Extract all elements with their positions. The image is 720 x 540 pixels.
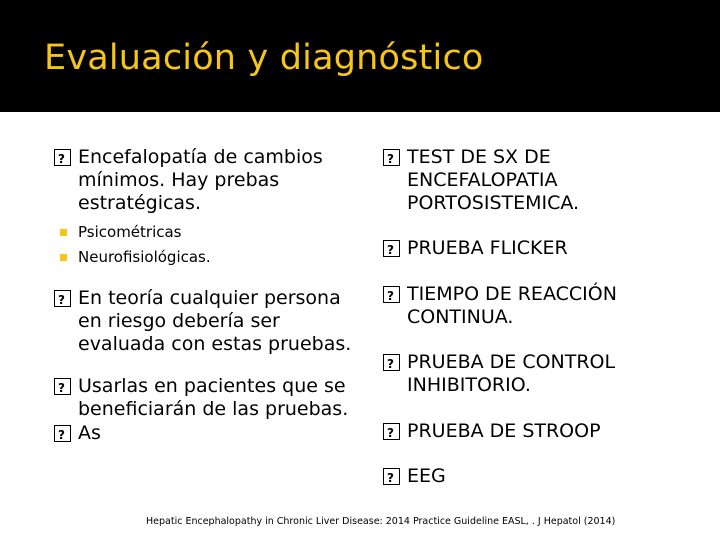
list-item xyxy=(383,283,683,329)
list-item xyxy=(54,375,364,421)
sub-item-text: Psicométricas xyxy=(78,223,182,241)
title-bar xyxy=(0,0,720,112)
bullet-box-icon xyxy=(54,149,71,166)
item-text: En teoría cualquier persona en riesgo debería ser evaluada con estas pruebas. xyxy=(78,287,352,355)
right-column xyxy=(383,146,683,488)
citation-footer: Hepatic Encephalopathy in Chronic Liver Disease: 2014 Practice Guideline EASL, . J Hepatol (2014) xyxy=(146,516,616,527)
left-column xyxy=(54,146,364,445)
list-item xyxy=(54,422,364,445)
list-item xyxy=(383,146,683,215)
bullet-box-icon xyxy=(383,240,400,257)
list-item xyxy=(383,237,683,260)
bullet-box-icon xyxy=(54,425,71,442)
bullet-box-icon xyxy=(383,354,400,371)
list-item xyxy=(383,351,683,397)
item-text: PRUEBA DE STROOP xyxy=(407,420,601,442)
list-item xyxy=(383,420,683,443)
slide-title: Evaluación y diagnóstico xyxy=(44,38,484,78)
sub-bullet-icon xyxy=(60,254,67,261)
sub-list-item xyxy=(54,246,364,268)
list-item xyxy=(54,146,364,215)
item-text: PRUEBA FLICKER xyxy=(407,237,568,259)
item-text: Usarlas en pacientes que se beneficiarán de las pruebas. xyxy=(78,375,349,420)
bullet-box-icon xyxy=(54,290,71,307)
list-item xyxy=(383,465,683,488)
item-text: TIEMPO DE REACCIÓN CONTINUA. xyxy=(407,283,617,328)
list-item xyxy=(54,287,364,356)
bullet-box-icon xyxy=(383,468,400,485)
sub-bullet-icon xyxy=(60,229,67,236)
sub-item-text: Neurofisiológicas. xyxy=(78,248,211,266)
bullet-box-icon xyxy=(383,149,400,166)
item-text: Encefalopatía de cambios mínimos. Hay prebas estratégicas. xyxy=(78,146,323,214)
item-text: PRUEBA DE CONTROL INHIBITORIO. xyxy=(407,351,616,396)
sub-list-item xyxy=(54,221,364,243)
bullet-box-icon xyxy=(383,423,400,440)
bullet-box-icon xyxy=(54,378,71,395)
item-text: EEG xyxy=(407,465,446,487)
bullet-box-icon xyxy=(383,286,400,303)
item-text: TEST DE SX DE ENCEFALOPATIA PORTOSISTEMICA. xyxy=(407,146,580,214)
item-text: As xyxy=(78,422,101,444)
